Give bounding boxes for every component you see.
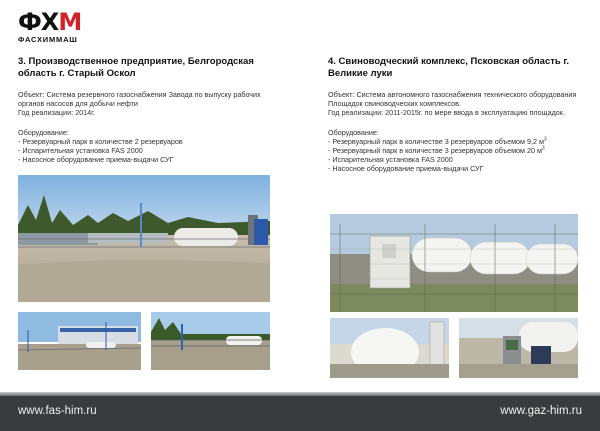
project-3-equipment-list xyxy=(18,137,273,164)
logo-subtitle: ФАСХИММАШ xyxy=(18,35,78,44)
footer-link-fas-him[interactable]: www.fas-him.ru xyxy=(18,405,97,417)
list-item xyxy=(328,155,583,164)
photo-oskol-fenced-site xyxy=(151,312,270,370)
list-item-text: Насосное оборудование приема-выдачи СУГ xyxy=(332,164,484,173)
list-item: - Насосное оборудование приема-выдачи СУГ xyxy=(18,155,273,164)
list-item-text: Резервуарный парк в количестве 3 резервуаров объемом 20 м xyxy=(332,146,542,155)
list-item xyxy=(328,164,583,173)
project-3-equipment-label: Оборудование: xyxy=(18,128,69,137)
photo-luki-pump-equipment xyxy=(459,318,578,378)
project-4-title: 4. Свиноводческий комплекс, Псковская область г. Великие луки xyxy=(328,56,570,79)
logo-mark xyxy=(18,10,81,34)
project-4-text xyxy=(328,56,583,173)
list-item: - Испарительная установка FAS 2000 xyxy=(18,146,273,155)
project-4-equipment-list xyxy=(328,137,583,173)
project-3-text xyxy=(18,56,273,164)
photo-oskol-tank-site xyxy=(18,175,270,302)
list-item-text: Испарительная установка FAS 2000 xyxy=(332,155,453,164)
photo-oskol-factory xyxy=(18,312,141,370)
photo-luki-sphere-tank xyxy=(330,318,449,378)
logo-letters: ФХ xyxy=(18,8,59,36)
list-item-sup: 3 xyxy=(543,136,547,143)
list-item-sup: 3 xyxy=(541,145,545,152)
list-item xyxy=(328,137,583,146)
logo xyxy=(18,10,81,44)
list-item: - Резервуарный парк в количестве 2 резервуаров xyxy=(18,137,273,146)
logo-letter-accent: М xyxy=(58,8,82,36)
footer-link-gaz-him[interactable]: www.gaz-him.ru xyxy=(500,405,582,417)
project-4-object: Объект: Система автономного газоснабжения технического оборудования Площадок свиноводческих комплексов. xyxy=(328,90,577,108)
project-3-object: Объект: Система резервного газоснабжения Завода по выпуску рабочих органов насосов для добычи нефти xyxy=(18,90,261,108)
list-item xyxy=(328,146,583,155)
photo-luki-tank-park xyxy=(330,214,578,312)
project-3-title: 3. Производственное предприятие, Белгородская область г. Старый Оскол xyxy=(18,56,254,79)
list-item-text: Резервуарный парк в количестве 3 резервуаров объемом 9,2 м xyxy=(332,137,544,146)
project-4-year: Год реализации: 2011-2015г. по мере ввода в эксплуатацию площадок. xyxy=(328,108,565,117)
project-3-year: Год реализации: 2014г. xyxy=(18,108,95,117)
project-4-equipment-label: Оборудование: xyxy=(328,128,379,137)
